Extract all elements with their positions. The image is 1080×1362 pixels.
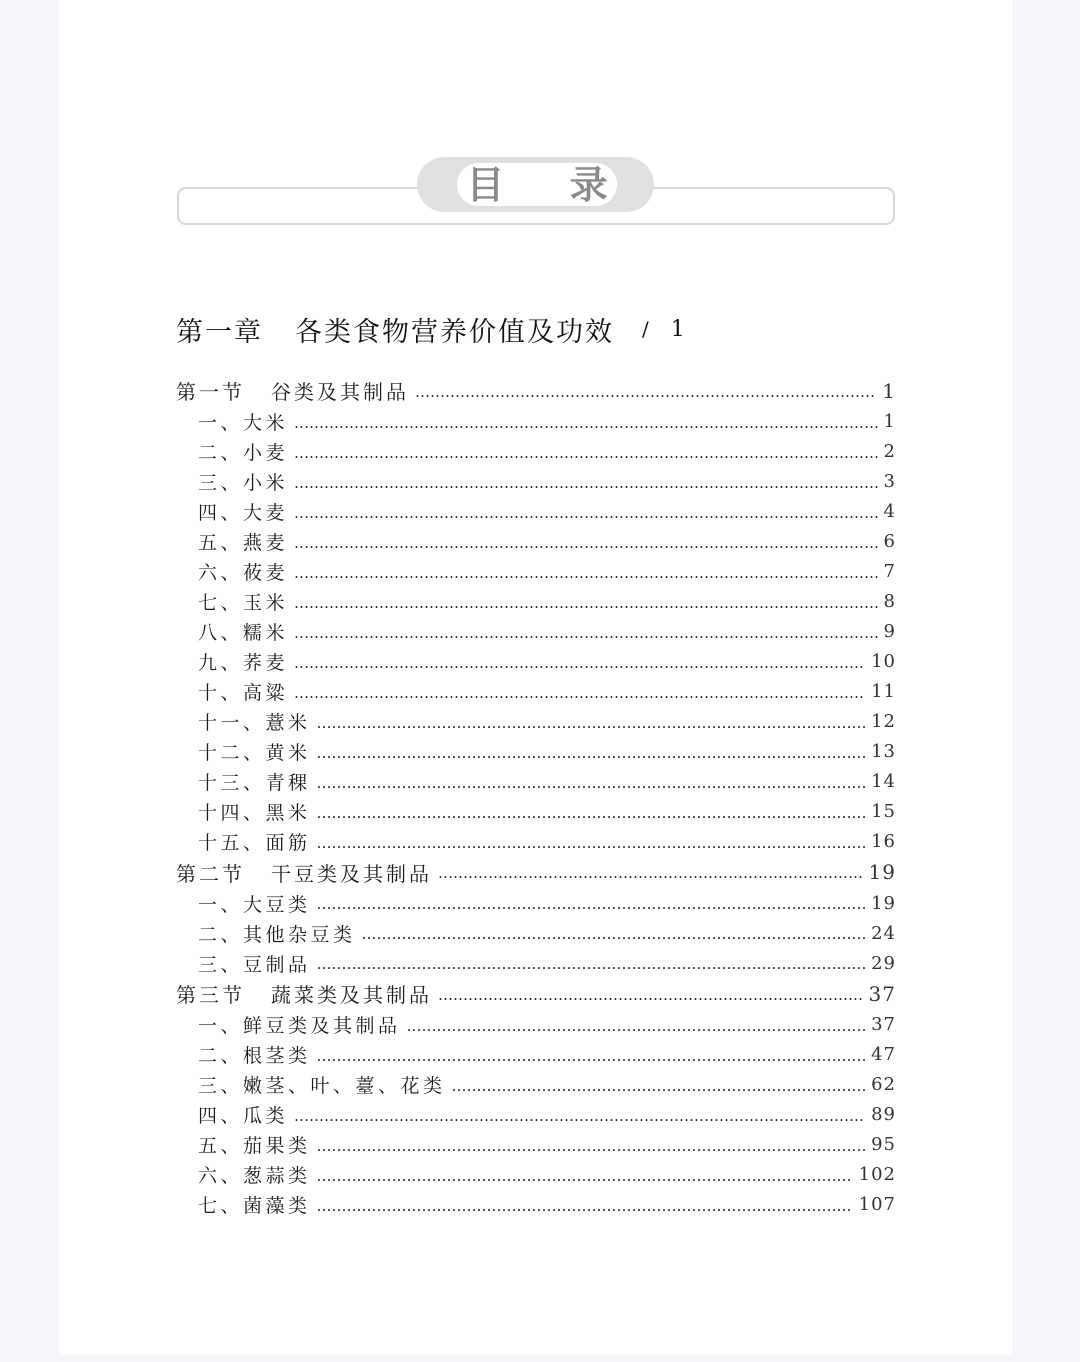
- toc-section-row[interactable]: [176, 978, 896, 1010]
- page-title: 目 录: [466, 162, 634, 207]
- toc-item-row[interactable]: [176, 437, 896, 467]
- page-number: 4: [883, 501, 896, 522]
- page-number: 6: [883, 531, 896, 552]
- page-number: 3: [883, 471, 896, 492]
- toc-item-row[interactable]: [176, 647, 896, 677]
- item-label: 五、燕麦: [198, 532, 289, 554]
- toc-item-row[interactable]: [176, 557, 896, 587]
- page-number: 10: [871, 651, 896, 672]
- item-label: 五、茄果类: [198, 1135, 311, 1157]
- toc-item-row[interactable]: [176, 1160, 896, 1190]
- chapter-title: 各类食物营养价值及功效: [295, 316, 614, 348]
- toc-item-row[interactable]: [176, 737, 896, 767]
- page-number: 29: [871, 952, 896, 974]
- item-label: 七、菌藻类: [198, 1195, 311, 1217]
- dot-leader: [438, 986, 863, 1004]
- toc-item-row[interactable]: [176, 617, 896, 647]
- item-label: 十一、薏米: [198, 712, 311, 734]
- item-label: 十、高粱: [198, 682, 289, 704]
- section-title: 干豆类及其制品: [271, 861, 432, 886]
- page-number: 2: [883, 441, 896, 462]
- item-label: 三、嫩茎、叶、薹、花类: [198, 1075, 446, 1097]
- chapter-heading[interactable]: [176, 309, 896, 349]
- section-label: [176, 376, 409, 405]
- toc-item-row[interactable]: [176, 1130, 896, 1160]
- page-number: 14: [871, 771, 896, 792]
- page-number: 7: [883, 561, 896, 582]
- section-title: 谷类及其制品: [271, 380, 409, 405]
- toc-item-row[interactable]: [176, 407, 896, 437]
- page-number: 89: [871, 1104, 896, 1125]
- page-number: 107: [858, 1194, 896, 1215]
- dot-leader: [415, 383, 876, 401]
- toc-item-row[interactable]: [176, 527, 896, 557]
- dot-leader: [294, 1107, 865, 1125]
- dot-leader: [317, 1047, 866, 1065]
- chapter-page-number: 1: [670, 316, 685, 342]
- page-number: 62: [871, 1074, 896, 1095]
- dot-leader: [438, 864, 863, 882]
- item-label: 六、葱蒜类: [198, 1165, 311, 1187]
- item-label: 九、荞麦: [198, 652, 289, 674]
- dot-leader: [294, 414, 878, 432]
- page-number: 24: [871, 922, 896, 944]
- dot-leader: [294, 594, 878, 612]
- page-number: 12: [871, 711, 896, 732]
- dot-leader: [317, 1137, 866, 1155]
- page-number: 37: [871, 1014, 896, 1035]
- toc-item-row[interactable]: [176, 767, 896, 797]
- page-number: 37: [868, 981, 896, 1006]
- section-number: 第三节: [176, 983, 245, 1008]
- dot-leader: [407, 1017, 866, 1035]
- dot-leader: [362, 925, 866, 943]
- item-label: 二、其他杂豆类: [198, 923, 356, 946]
- dot-leader: [294, 504, 878, 522]
- dot-leader: [294, 534, 878, 552]
- item-label: 三、小米: [198, 472, 289, 494]
- toc-item-row[interactable]: [176, 497, 896, 527]
- chapter-label: 第一章: [176, 316, 263, 348]
- item-label: 一、大豆类: [198, 893, 311, 916]
- item-label: 四、大麦: [198, 502, 289, 524]
- dot-leader: [317, 1167, 853, 1185]
- item-label: 七、玉米: [198, 592, 289, 614]
- dot-leader: [317, 774, 866, 792]
- table-of-contents: [176, 375, 896, 1220]
- toc-item-row[interactable]: [176, 827, 896, 857]
- dot-leader: [317, 834, 866, 852]
- toc-item-row[interactable]: [176, 1070, 896, 1100]
- toc-item-row[interactable]: [176, 1190, 896, 1220]
- page-number: 95: [871, 1134, 896, 1155]
- toc-section-row[interactable]: [176, 375, 896, 407]
- page-number: 11: [871, 681, 896, 702]
- item-label: 十三、青稞: [198, 772, 311, 794]
- dot-leader: [317, 804, 866, 822]
- chapter-separator: /: [642, 317, 649, 341]
- toc-item-row[interactable]: [176, 797, 896, 827]
- dot-leader: [294, 564, 878, 582]
- toc-item-row[interactable]: [176, 677, 896, 707]
- toc-item-row[interactable]: [176, 467, 896, 497]
- toc-item-row[interactable]: [176, 888, 896, 918]
- page-number: 47: [871, 1044, 896, 1065]
- page-number: 1: [882, 378, 896, 403]
- dot-leader: [452, 1077, 866, 1095]
- item-label: 十四、黑米: [198, 802, 311, 824]
- dot-leader: [317, 744, 866, 762]
- toc-item-row[interactable]: [176, 707, 896, 737]
- dot-leader: [317, 955, 866, 973]
- item-label: 二、小麦: [198, 442, 289, 464]
- toc-item-row[interactable]: [176, 1010, 896, 1040]
- document-page: [59, 0, 1012, 1355]
- item-label: 六、莜麦: [198, 562, 289, 584]
- toc-item-row[interactable]: [176, 948, 896, 978]
- dot-leader: [294, 624, 878, 642]
- page-number: 19: [871, 892, 896, 914]
- item-label: 一、大米: [198, 412, 289, 434]
- item-label: 八、糯米: [198, 622, 289, 644]
- page-number: 15: [871, 801, 896, 822]
- page-number: 9: [883, 621, 896, 642]
- dot-leader: [294, 684, 865, 702]
- item-label: 一、鲜豆类及其制品: [198, 1015, 401, 1037]
- section-label: [176, 858, 432, 887]
- section-number: 第二节: [176, 861, 245, 886]
- dot-leader: [294, 444, 878, 462]
- dot-leader: [294, 474, 878, 492]
- dot-leader: [317, 895, 866, 913]
- page-number: 16: [871, 831, 896, 852]
- page-number: 13: [871, 741, 896, 762]
- title-pill: [457, 162, 634, 207]
- dot-leader: [317, 714, 866, 732]
- page-number: 8: [883, 591, 896, 612]
- section-number: 第一节: [176, 380, 245, 405]
- dot-leader: [317, 1197, 853, 1215]
- page-number: 1: [883, 411, 896, 432]
- section-label: [176, 979, 432, 1008]
- item-label: 十二、黄米: [198, 742, 311, 764]
- item-label: 三、豆制品: [198, 953, 311, 976]
- page-number: 19: [868, 860, 896, 885]
- toc-item-row[interactable]: [176, 1100, 896, 1130]
- dot-leader: [294, 654, 865, 672]
- item-label: 十五、面筋: [198, 832, 311, 854]
- page-number: 102: [858, 1164, 896, 1185]
- toc-item-row[interactable]: [176, 1040, 896, 1070]
- toc-section-row[interactable]: [176, 857, 896, 889]
- toc-item-row[interactable]: [176, 918, 896, 948]
- section-title: 蔬菜类及其制品: [271, 983, 432, 1008]
- toc-item-row[interactable]: [176, 587, 896, 617]
- item-label: 二、根茎类: [198, 1045, 311, 1067]
- item-label: 四、瓜类: [198, 1105, 289, 1127]
